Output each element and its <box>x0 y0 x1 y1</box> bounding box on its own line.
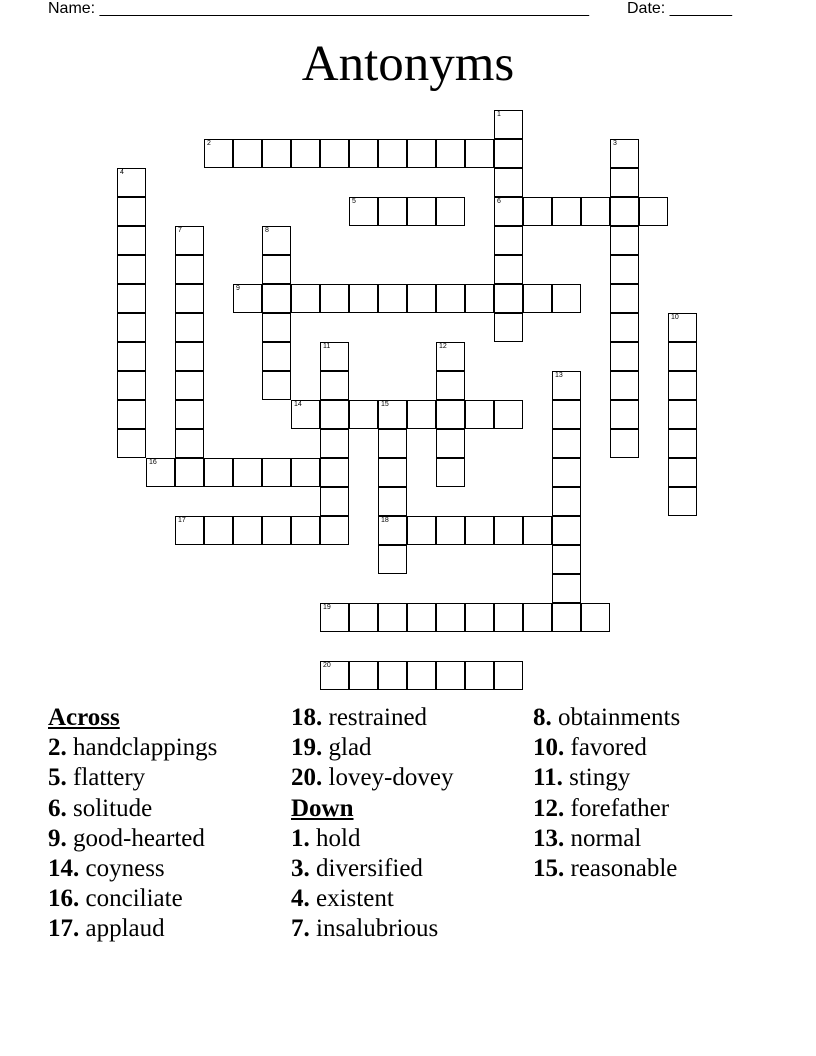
grid-cell[interactable] <box>146 458 175 487</box>
grid-cell[interactable] <box>117 168 146 197</box>
grid-cell[interactable] <box>320 487 349 516</box>
grid-cell[interactable] <box>436 458 465 487</box>
grid-cell[interactable] <box>494 110 523 139</box>
clue-down-3: 3. diversified <box>291 854 423 882</box>
clue-number: 5 <box>352 198 356 205</box>
clue-number: 1 <box>497 111 501 118</box>
grid-cell[interactable] <box>349 284 378 313</box>
grid-cell[interactable] <box>175 400 204 429</box>
grid-cell[interactable] <box>320 139 349 168</box>
grid-cell[interactable] <box>407 139 436 168</box>
clue-down-10: 10. favored <box>533 734 647 762</box>
grid-cell[interactable] <box>407 284 436 313</box>
clue-column-2 <box>291 703 453 945</box>
grid-cell[interactable] <box>378 516 407 545</box>
grid-cell[interactable] <box>262 255 291 284</box>
grid-cell[interactable] <box>610 284 639 313</box>
grid-cell[interactable] <box>610 168 639 197</box>
grid-cell[interactable] <box>378 400 407 429</box>
grid-cell[interactable] <box>610 342 639 371</box>
clue-number: 10 <box>671 314 679 321</box>
grid-cell[interactable] <box>552 197 581 226</box>
grid-cell[interactable] <box>262 284 291 313</box>
clue-number: 6 <box>497 198 501 205</box>
clue-across-6: 6. solitude <box>48 794 153 822</box>
grid-cell[interactable] <box>378 458 407 487</box>
clue-number: 3 <box>613 140 617 147</box>
grid-cell[interactable] <box>175 313 204 342</box>
grid-cell[interactable] <box>378 284 407 313</box>
clue-number: 14 <box>294 401 302 408</box>
grid-cell[interactable] <box>581 603 610 632</box>
grid-cell[interactable] <box>494 197 523 226</box>
grid-cell[interactable] <box>668 400 697 429</box>
grid-cell[interactable] <box>262 516 291 545</box>
grid-cell[interactable] <box>320 400 349 429</box>
grid-cell[interactable] <box>117 226 146 255</box>
grid-cell[interactable] <box>668 487 697 516</box>
grid-cell[interactable] <box>291 284 320 313</box>
grid-cell[interactable] <box>175 284 204 313</box>
grid-cell[interactable] <box>378 139 407 168</box>
clue-number: 4 <box>120 169 124 176</box>
clue-number: 12 <box>439 343 447 350</box>
clue-number: 20 <box>323 662 331 669</box>
grid-cell[interactable] <box>610 313 639 342</box>
grid-cell[interactable] <box>610 255 639 284</box>
grid-cell[interactable] <box>436 429 465 458</box>
clue-number: 2 <box>207 140 211 147</box>
grid-cell[interactable] <box>320 458 349 487</box>
grid-cell[interactable] <box>349 603 378 632</box>
grid-cell[interactable] <box>552 458 581 487</box>
grid-cell[interactable] <box>668 458 697 487</box>
grid-cell[interactable] <box>465 516 494 545</box>
clue-number: 15 <box>381 401 389 408</box>
grid-cell[interactable] <box>407 603 436 632</box>
grid-cell[interactable] <box>436 516 465 545</box>
grid-cell[interactable] <box>175 226 204 255</box>
grid-cell[interactable] <box>233 458 262 487</box>
grid-cell[interactable] <box>668 313 697 342</box>
grid-cell[interactable] <box>175 429 204 458</box>
grid-cell[interactable] <box>494 284 523 313</box>
grid-cell[interactable] <box>494 139 523 168</box>
grid-cell[interactable] <box>465 400 494 429</box>
grid-cell[interactable] <box>349 139 378 168</box>
grid-cell[interactable] <box>320 661 349 690</box>
clue-across-18: 18. restrained <box>291 704 428 731</box>
down-heading: Down <box>291 794 354 822</box>
clue-down-15: 15. reasonable <box>533 854 678 882</box>
grid-cell[interactable] <box>378 487 407 516</box>
grid-cell[interactable] <box>436 661 465 690</box>
grid-cell[interactable] <box>552 516 581 545</box>
grid-cell[interactable] <box>233 516 262 545</box>
grid-cell[interactable] <box>175 255 204 284</box>
grid-cell[interactable] <box>494 661 523 690</box>
grid-cell[interactable] <box>320 516 349 545</box>
clue-number: 17 <box>178 517 186 524</box>
clue-down-7: 7. insalubrious <box>291 915 439 943</box>
grid-cell[interactable] <box>175 342 204 371</box>
clue-number: 13 <box>555 372 563 379</box>
grid-cell[interactable] <box>494 168 523 197</box>
grid-cell[interactable] <box>465 661 494 690</box>
grid-cell[interactable] <box>552 429 581 458</box>
grid-cell[interactable] <box>494 603 523 632</box>
grid-cell[interactable] <box>407 197 436 226</box>
grid-cell[interactable] <box>233 139 262 168</box>
clue-number: 11 <box>323 343 331 350</box>
grid-cell[interactable] <box>117 255 146 284</box>
grid-cell[interactable] <box>291 458 320 487</box>
grid-cell[interactable] <box>610 139 639 168</box>
grid-cell[interactable] <box>552 603 581 632</box>
name-field[interactable]: Name: _______________________________________________________ <box>48 0 589 17</box>
grid-cell[interactable] <box>494 313 523 342</box>
grid-cell[interactable] <box>523 284 552 313</box>
grid-cell[interactable] <box>436 603 465 632</box>
grid-cell[interactable] <box>436 371 465 400</box>
across-heading: Across <box>48 704 120 731</box>
grid-cell[interactable] <box>668 429 697 458</box>
grid-cell[interactable] <box>494 400 523 429</box>
clue-down-12: 12. forefather <box>533 794 670 822</box>
grid-cell[interactable] <box>494 516 523 545</box>
grid-cell[interactable] <box>117 371 146 400</box>
grid-cell[interactable] <box>552 284 581 313</box>
clue-across-2: 2. handclappings <box>48 734 218 762</box>
grid-cell[interactable] <box>465 139 494 168</box>
grid-cell[interactable] <box>610 226 639 255</box>
grid-cell[interactable] <box>204 516 233 545</box>
grid-cell[interactable] <box>320 284 349 313</box>
clue-number: 19 <box>323 604 331 611</box>
clue-number: 9 <box>236 285 240 292</box>
grid-cell[interactable] <box>291 139 320 168</box>
grid-cell[interactable] <box>204 139 233 168</box>
clue-across-19: 19. glad <box>291 734 372 762</box>
grid-cell[interactable] <box>407 516 436 545</box>
clue-column-3 <box>533 703 680 884</box>
grid-cell[interactable] <box>291 400 320 429</box>
grid-cell[interactable] <box>407 661 436 690</box>
grid-cell[interactable] <box>552 400 581 429</box>
grid-cell[interactable] <box>378 603 407 632</box>
clue-column-1 <box>48 703 217 945</box>
grid-cell[interactable] <box>291 516 320 545</box>
grid-cell[interactable] <box>320 342 349 371</box>
date-field[interactable]: Date: _______ <box>627 0 732 17</box>
grid-cell[interactable] <box>552 371 581 400</box>
clue-down-8: 8. obtainments <box>533 704 681 731</box>
grid-cell[interactable] <box>175 371 204 400</box>
grid-cell[interactable] <box>117 197 146 226</box>
grid-cell[interactable] <box>349 400 378 429</box>
grid-cell[interactable] <box>204 458 233 487</box>
grid-cell[interactable] <box>494 226 523 255</box>
grid-cell[interactable] <box>639 197 668 226</box>
grid-cell[interactable] <box>552 574 581 603</box>
clue-number: 16 <box>149 459 157 466</box>
grid-cell[interactable] <box>523 197 552 226</box>
clue-across-14: 14. coyness <box>48 854 165 882</box>
clue-down-4: 4. existent <box>291 885 394 913</box>
grid-cell[interactable] <box>233 284 262 313</box>
clue-across-16: 16. conciliate <box>48 885 183 913</box>
grid-cell[interactable] <box>436 197 465 226</box>
grid-cell[interactable] <box>668 371 697 400</box>
grid-cell[interactable] <box>378 661 407 690</box>
grid-cell[interactable] <box>262 139 291 168</box>
grid-cell[interactable] <box>262 371 291 400</box>
clue-number: 18 <box>381 517 389 524</box>
grid-cell[interactable] <box>436 342 465 371</box>
grid-cell[interactable] <box>407 400 436 429</box>
puzzle-title: Antonyms <box>301 36 515 92</box>
grid-cell[interactable] <box>523 516 552 545</box>
grid-cell[interactable] <box>436 139 465 168</box>
grid-cell[interactable] <box>262 313 291 342</box>
grid-cell[interactable] <box>465 284 494 313</box>
grid-cell[interactable] <box>349 197 378 226</box>
grid-cell[interactable] <box>262 458 291 487</box>
clue-across-17: 17. applaud <box>48 915 165 943</box>
grid-cell[interactable] <box>465 603 494 632</box>
grid-cell[interactable] <box>494 255 523 284</box>
grid-cell[interactable] <box>581 197 610 226</box>
clue-across-9: 9. good-hearted <box>48 824 205 852</box>
grid-cell[interactable] <box>117 342 146 371</box>
grid-cell[interactable] <box>378 429 407 458</box>
grid-cell[interactable] <box>349 661 378 690</box>
clue-across-20: 20. lovey-dovey <box>291 764 454 792</box>
grid-cell[interactable] <box>378 545 407 574</box>
clue-number: 7 <box>178 227 182 234</box>
grid-cell[interactable] <box>436 400 465 429</box>
clue-down-11: 11. stingy <box>533 764 631 792</box>
grid-cell[interactable] <box>320 371 349 400</box>
clue-down-13: 13. normal <box>533 824 642 852</box>
grid-cell[interactable] <box>668 342 697 371</box>
grid-cell[interactable] <box>436 284 465 313</box>
clue-across-5: 5. flattery <box>48 764 146 792</box>
grid-cell[interactable] <box>262 342 291 371</box>
grid-cell[interactable] <box>610 197 639 226</box>
clue-number: 8 <box>265 227 269 234</box>
grid-cell[interactable] <box>610 400 639 429</box>
grid-cell[interactable] <box>610 429 639 458</box>
grid-cell[interactable] <box>117 313 146 342</box>
grid-cell[interactable] <box>175 458 204 487</box>
grid-cell[interactable] <box>117 429 146 458</box>
grid-cell[interactable] <box>320 429 349 458</box>
grid-cell[interactable] <box>523 603 552 632</box>
grid-cell[interactable] <box>320 603 349 632</box>
grid-cell[interactable] <box>117 284 146 313</box>
grid-cell[interactable] <box>378 197 407 226</box>
grid-cell[interactable] <box>175 516 204 545</box>
grid-cell[interactable] <box>552 487 581 516</box>
clue-down-1: 1. hold <box>291 824 361 852</box>
grid-cell[interactable] <box>262 226 291 255</box>
grid-cell[interactable] <box>552 545 581 574</box>
grid-cell[interactable] <box>610 371 639 400</box>
grid-cell[interactable] <box>117 400 146 429</box>
